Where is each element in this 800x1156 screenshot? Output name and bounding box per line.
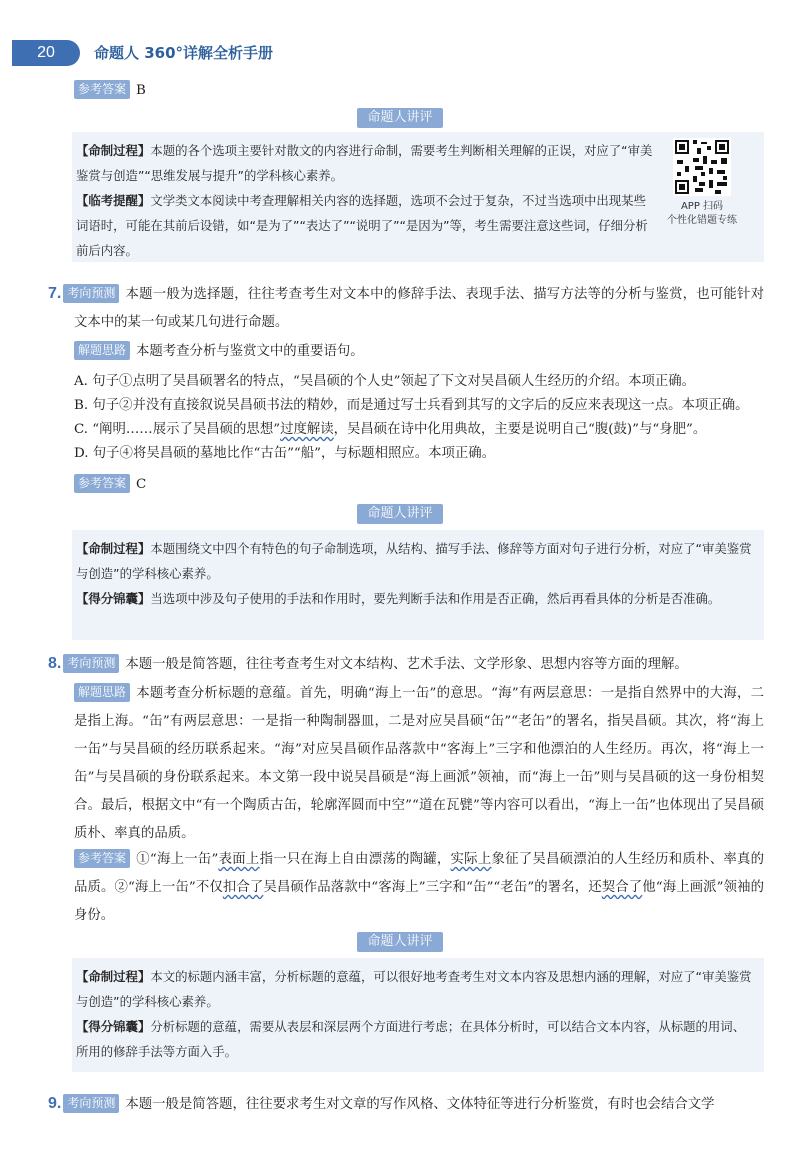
qr-caption-line1: APP 扫码 — [680, 201, 724, 212]
approach-tag: 解题思路 — [74, 341, 130, 360]
book-title: 命题人 360°详解全析手册 — [94, 44, 274, 62]
answer-tag: 参考答案 — [74, 80, 130, 99]
q6-review-box — [72, 132, 764, 262]
q7-review-box — [72, 530, 764, 640]
direction-tag: 考向预测 — [63, 284, 119, 303]
process-note: 【命制过程】本题围绕文中四个有特色的句子命制选项，从结构、描写手法、修辞等方面对句子进行分析，对应了“审美鉴赏与创造”的学科核心素养。 — [76, 541, 752, 581]
scoring-tip: 【得分锦囊】分析标题的意蕴，需要从表层和深层两个方面进行考虑；在具体分析时，可以结合文本内容，从标题的用词、所用的修辞手法等方面入手。 — [76, 1019, 746, 1059]
exam-tip: 【临考提醒】文学类文本阅读中考查理解相关内容的选择题，选项不会过于复杂，不过当选项中出现某些词语时，可能在其前后设错，如“是为了”“表达了”“说明了”“是因为”等，考生需要注意这些词，仔细分析前后内容。 — [76, 193, 648, 258]
q7-option-b: B. 句子②并没有直接叙说吴昌硕书法的精妙，而是通过写士兵看到其写的文字后的反应来表现这一点。本项正确。 — [74, 398, 749, 413]
q9-direction: 9. 考向预测 本题一般是简答题，往往要求考生对文章的写作风格、文体特征等进行分析鉴赏，有时也会结合文学 — [48, 1095, 715, 1112]
review-title: 命题人讲评 — [0, 502, 800, 524]
question-number: 8. — [48, 655, 62, 672]
page-header — [0, 38, 800, 68]
page-number: 20 — [12, 40, 80, 66]
q7-option-d: D. 句子④将吴昌硕的墓地比作“古缶”“船”，与标题相照应。本项正确。 — [74, 446, 496, 461]
process-note: 【命制过程】本题的各个选项主要针对散文的内容进行命制，需要考生判断相关理解的正误，对应了“审美鉴赏与创造”“思维发展与提升”的学科核心素养。 — [76, 143, 653, 183]
direction-tag: 考向预测 — [63, 654, 119, 673]
q7-direction: 7. 考向预测 本题一般为选择题，往往考查考生对文本中的修辞手法、表现手法、描写方法等的分析与鉴赏，也可能针对文本中的某一句或某几句进行命题。 — [48, 285, 764, 330]
direction-tag: 考向预测 — [63, 1094, 119, 1113]
review-title: 命题人讲评 — [0, 930, 800, 952]
q8-approach: 解题思路 本题考查分析标题的意蕴。首先，明确“海上一缶”的意思。“海”有两层意思：一是指自然界中的大海，二是指上海。“缶”有两层意思：一是指一种陶制器皿，二是对应吴昌硕“缶”“老缶”的署名，指吴昌硕。其次，将“海上一缶”与吴昌硕的经历联系起来。“海”对应吴昌硕作品落款中“客海上”三字和他漂泊的人生经历。再次，将“海上一缶”与吴昌硕的身份联系起来。本文第一段中说吴昌硕是“海上画派”领袖，而“海上一缶”则与吴昌硕的这一身份相契合。最后，根据文中“有一个陶质古缶，轮廓浑圆而中空”“道在瓦甓”等内容可以看出，“海上一缶”也体现出了吴昌硕质朴、率真的品质。 — [74, 685, 764, 841]
q7-option-c: C. “阐明……展示了吴昌硕的思想”过度解读，吴昌硕在诗中化用典故，主要是说明自己“腹(鼓)”与“身肥”。 — [74, 422, 707, 437]
q8-answer: 参考答案 ①“海上一缶”表面上指一只在海上自由漂荡的陶罐，实际上象征了吴昌硕漂泊的人生经历和质朴、率真的品质。②“海上一缶”不仅扣合了吴昌硕作品落款中“客海上”三字和“缶”“老缶”的署名，还契合了他“海上画派”领袖的身份。 — [74, 851, 765, 923]
approach-tag: 解题思路 — [74, 683, 130, 702]
question-number: 9. — [48, 1095, 62, 1112]
qr-code-block[interactable] — [664, 138, 740, 228]
answer-value: C — [136, 477, 147, 492]
q6-answer — [74, 80, 764, 101]
qr-code-icon[interactable] — [673, 138, 731, 196]
answer-value: B — [136, 83, 146, 98]
q7-approach: 解题思路 本题考查分析与鉴赏文中的重要语句。 — [74, 338, 764, 366]
q7-answer — [74, 474, 764, 495]
review-title: 命题人讲评 — [0, 106, 800, 128]
q8-review-box — [72, 958, 764, 1072]
q7-option-a: A. 句子①点明了吴昌硕署名的特点，“吴昌硕的个人史”领起了下文对吴昌硕人生经历的介绍。本项正确。 — [74, 374, 696, 389]
qr-caption-line2: 个性化错题专练 — [667, 215, 737, 226]
q8-direction: 8. 考向预测 本题一般是简答题，往往考查考生对文本结构、艺术手法、文学形象、思想内容等方面的理解。 — [48, 655, 688, 672]
answer-tag: 参考答案 — [74, 474, 130, 493]
scoring-tip: 【得分锦囊】当选项中涉及句子使用的手法和作用时，要先判断手法和作用是否正确，然后再看具体的分析是否准确。 — [76, 591, 721, 606]
process-note: 【命制过程】本文的标题内涵丰富，分析标题的意蕴，可以很好地考查考生对文本内容及思想内涵的理解，对应了“审美鉴赏与创造”的学科核心素养。 — [76, 969, 752, 1009]
question-number: 7. — [48, 285, 62, 302]
answer-tag: 参考答案 — [74, 849, 130, 868]
